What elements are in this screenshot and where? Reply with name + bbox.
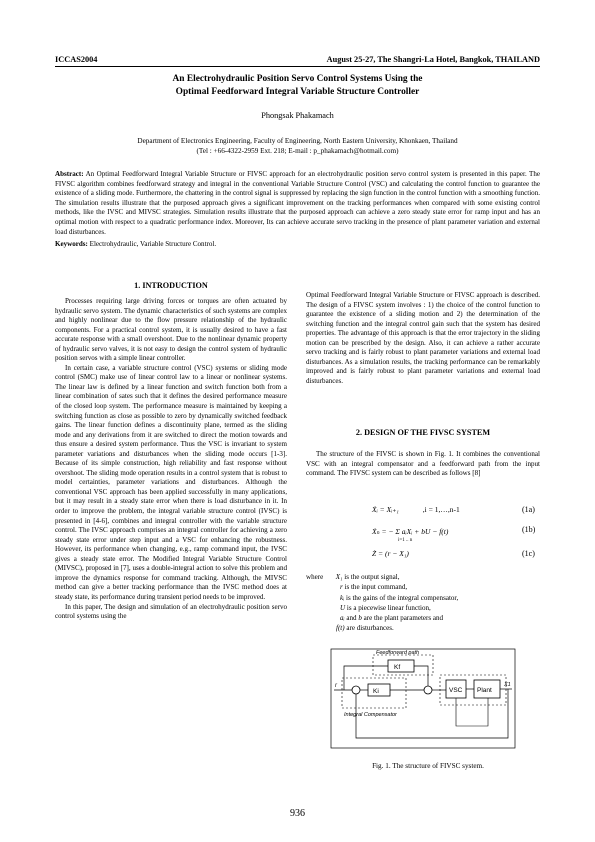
definition-row <box>306 603 540 613</box>
intro-paragraph-2: In certain case, a variable structure control (VSC) systems or sliding mode control (SMC) make use of linear control law to a linear or nonlinear systems. The linear law is defined by a linear function and switch function both from a linear combination of sates such that it defines the desired performance measure of the closed loop system. The performance measure is maintained by keeping a switching function as close as possible to zero by dynamically switched feedback gains. The linear function defines a discontinuity plane, termed as the sliding mode and any derivations from it are switched to direct the motion towards and thus ensure a desired system performance. Thus the VSC is invariant to system parameter variations and disturbances when the sliding mode occurs [1-3]. Because of its simple construction, high reliability and fast response without overshoot. The sliding mode operation results in a control system that is robust to model certainties, parameter variations and disturbances. Although the conventional VSC approach has been applied successfully in many applications, but it may result in a steady state error when there is load disturbance in it. In order to improve the problem, the integral variable structure control (IVSC) is presented in [4-6], combines and integral controller with the variable structure control. The IVSC approach comprises an integral controller for achieving a zero steady state error under step input and a VSC for enhancing the robustness. However, its performance when changing, e.g., ramp command input, the IVSC gives a steady state error. The Modified Integral Variable Structure Control (MIVSC), proposed in [7], uses a double-integral action to solve this problem and improve the dynamics response for command tracking. Although, the MIVSC method can give a better tracking performance than the IVSC method does at steady state, its performance during transient period needs to be improved. <box>55 363 287 601</box>
design-paragraph: The structure of the FIVSC is shown in Fig. 1. It combines the conventional VSC with an integral compensator and a feedforward path from the input command. The FIVSC system can be described as follows [8] <box>306 450 540 478</box>
definition-row <box>306 572 540 582</box>
left-column <box>55 297 287 622</box>
abstract-label: Abstract: <box>55 170 84 178</box>
abstract <box>55 170 540 237</box>
definition-text: are disturbances. <box>344 624 394 633</box>
definition-text: is the input command, <box>342 583 408 592</box>
conference-date-venue: August 25-27, The Shangri-La Hotel, Bangkok, THAILAND <box>326 55 540 64</box>
integral-compensator-label: Integral Compensator <box>344 712 397 718</box>
figure-frame <box>331 649 515 748</box>
equation-1b-number: (1b) <box>522 525 536 534</box>
output-x1-label: X1 <box>504 682 511 688</box>
section-2-heading: 2. DESIGN OF THE FIVSC SYSTEM <box>355 428 491 437</box>
intro-paragraph-3: In this paper, The design and simulation of an electrohydraulic position servo control systems using the <box>55 602 287 621</box>
definition-text: is the output signal, <box>342 573 400 581</box>
title-line-2: Optimal Feedforward Integral Variable Structure Controller <box>175 86 420 97</box>
feedforward-output-line <box>414 666 428 686</box>
equation-1b-limits: i=1 .. n <box>398 538 413 543</box>
state-feedback-line <box>456 698 488 726</box>
affiliation-line-2: (Tel : +66-4322-2959 Ext. 218; E-mail : p_phakamach@hotmail.com) <box>196 147 399 155</box>
conference-name: ICCAS2004 <box>55 55 98 64</box>
vsc-label: VSC <box>449 687 463 694</box>
running-header <box>55 55 540 66</box>
page-number: 936 <box>290 808 305 819</box>
section-1-heading: 1. INTRODUCTION <box>134 281 208 290</box>
symbol-ft: f(t) <box>336 624 345 633</box>
right-column <box>306 291 540 386</box>
abstract-text: An Optimal Feedforward Integral Variable Structure or FIVSC approach for an electrohydraulic position servo control system is presented in this paper. The FIVSC algorithm combines feedforward strategy and integral in the conventional Variable Structure Control (VSC) and calculating the control function to guarantee the existence of a sliding mode. Furthermore, the chattering in the control signal is suppressed by replacing the sign function in the control function with a smoothing function. The simulation results illustrate that the purposed approach gives a significant improvement on the tracking performances when compared with some existing control methods, like the IVSC and MIVSC strategies. Simulation results illustrate that the purposed approach can achieve a zero steady state error for ramp input and has an optimal motion with respect to a quadratic performance index. Moreover, Its can achieve accurate servo tracking in the presence of plant parameter variation and external load disturbances. <box>55 170 540 236</box>
author-name: Phongsak Phakamach <box>261 111 334 120</box>
symbol-b: b <box>358 614 362 623</box>
equation-1b-lhs: Ẋₙ = − Σ aᵢXᵢ + bU − f(t) <box>372 527 449 536</box>
affiliation-line-1: Department of Electronics Engineering, Faculty of Engineering, North Eastern University, Khonkaen, Thailand <box>137 137 458 145</box>
symbol-r: r <box>340 583 343 592</box>
definition-text: is the gains of the integral compensator, <box>344 593 459 602</box>
equation-1a-number: (1a) <box>522 505 535 514</box>
definition-row <box>306 593 540 603</box>
input-r-label: r <box>335 683 337 689</box>
equation-1c-number: (1c) <box>522 549 535 558</box>
equation-1b <box>372 527 448 536</box>
section-2-text <box>306 450 540 479</box>
title-line-1: An Electrohydraulic Position Servo Control Systems Using the <box>172 74 423 84</box>
equation-1a <box>372 505 460 514</box>
symbol-ai: aᵢ <box>340 614 345 623</box>
fivsc-block-diagram <box>328 646 518 751</box>
summing-junction-control <box>424 686 432 694</box>
equation-1a-lhs: Ẋᵢ = Xᵢ₊₁ <box>372 505 399 514</box>
definition-row <box>306 613 540 623</box>
definition-text: are the plant parameters and <box>361 614 444 623</box>
definition-row <box>306 623 540 633</box>
intro-paragraph-4: Optimal Feedforward Integral Variable Structure or FIVSC approach is described. The design of a FIVSC system involves : 1) the choice of the control function to guarantee the existence of a sliding motion and 2) the determination of the switching function and the integral control gain such that the system has desired properties. The advantage of this approach is that the error trajectory in the sliding motion can be prescribed by the design. Also, it can achieve a rather accurate servo tracking and is fairly robust to plant parameter variations and external load disturbances. As a simulation results, the tracking performance can be remarkably improved and is fairly robust to plant parameter variations and external load disturbances. <box>306 291 540 385</box>
kf-gain-block <box>388 660 414 672</box>
definition-row <box>306 582 540 592</box>
definition-text: and <box>344 614 359 623</box>
symbol-ki: kᵢ <box>340 593 345 602</box>
kf-label: Kf <box>394 664 401 671</box>
keywords <box>55 240 540 248</box>
variable-definitions <box>306 572 540 634</box>
paper-title <box>60 73 535 98</box>
symbol-x1: X₁ <box>335 573 343 581</box>
symbol-u: U <box>340 603 346 612</box>
summing-junction-error <box>352 686 360 694</box>
header-rule <box>55 66 540 67</box>
ki-gain-block <box>368 684 390 696</box>
where-label: where <box>306 573 324 581</box>
feedforward-label: Feedforward path <box>376 650 420 656</box>
definition-text: is a piecewise linear function, <box>345 603 431 612</box>
affiliation <box>60 136 535 156</box>
equation-1a-condition: ,i = 1,…,n-1 <box>422 505 460 514</box>
intro-paragraph-1: Processes requiring large driving forces or torques are often actuated by hydraulic servo system. The dynamic characteristics of such systems are complex and highly nonlinear due to the flow pressure relationship of the hydraulic components. For a practical control system, it is usually desired to have a fast accurate response with a small overshoot. Due to the nonlinear dynamic property of hydraulic servo valves, it is not easy to design the control system of hydraulic position servos with a simple linear controller. <box>55 297 287 363</box>
plant-label: Plant <box>477 687 492 694</box>
equation-1c <box>372 549 409 558</box>
keywords-text: Electrohydraulic, Variable Structure Control. <box>87 240 217 248</box>
keywords-label: Keywords: <box>55 240 88 248</box>
equation-1c-lhs: Ż = (r − X₁) <box>372 549 409 558</box>
figure-1-caption: Fig. 1. The structure of FIVSC system. <box>372 762 484 770</box>
ki-label: Ki <box>373 688 379 695</box>
